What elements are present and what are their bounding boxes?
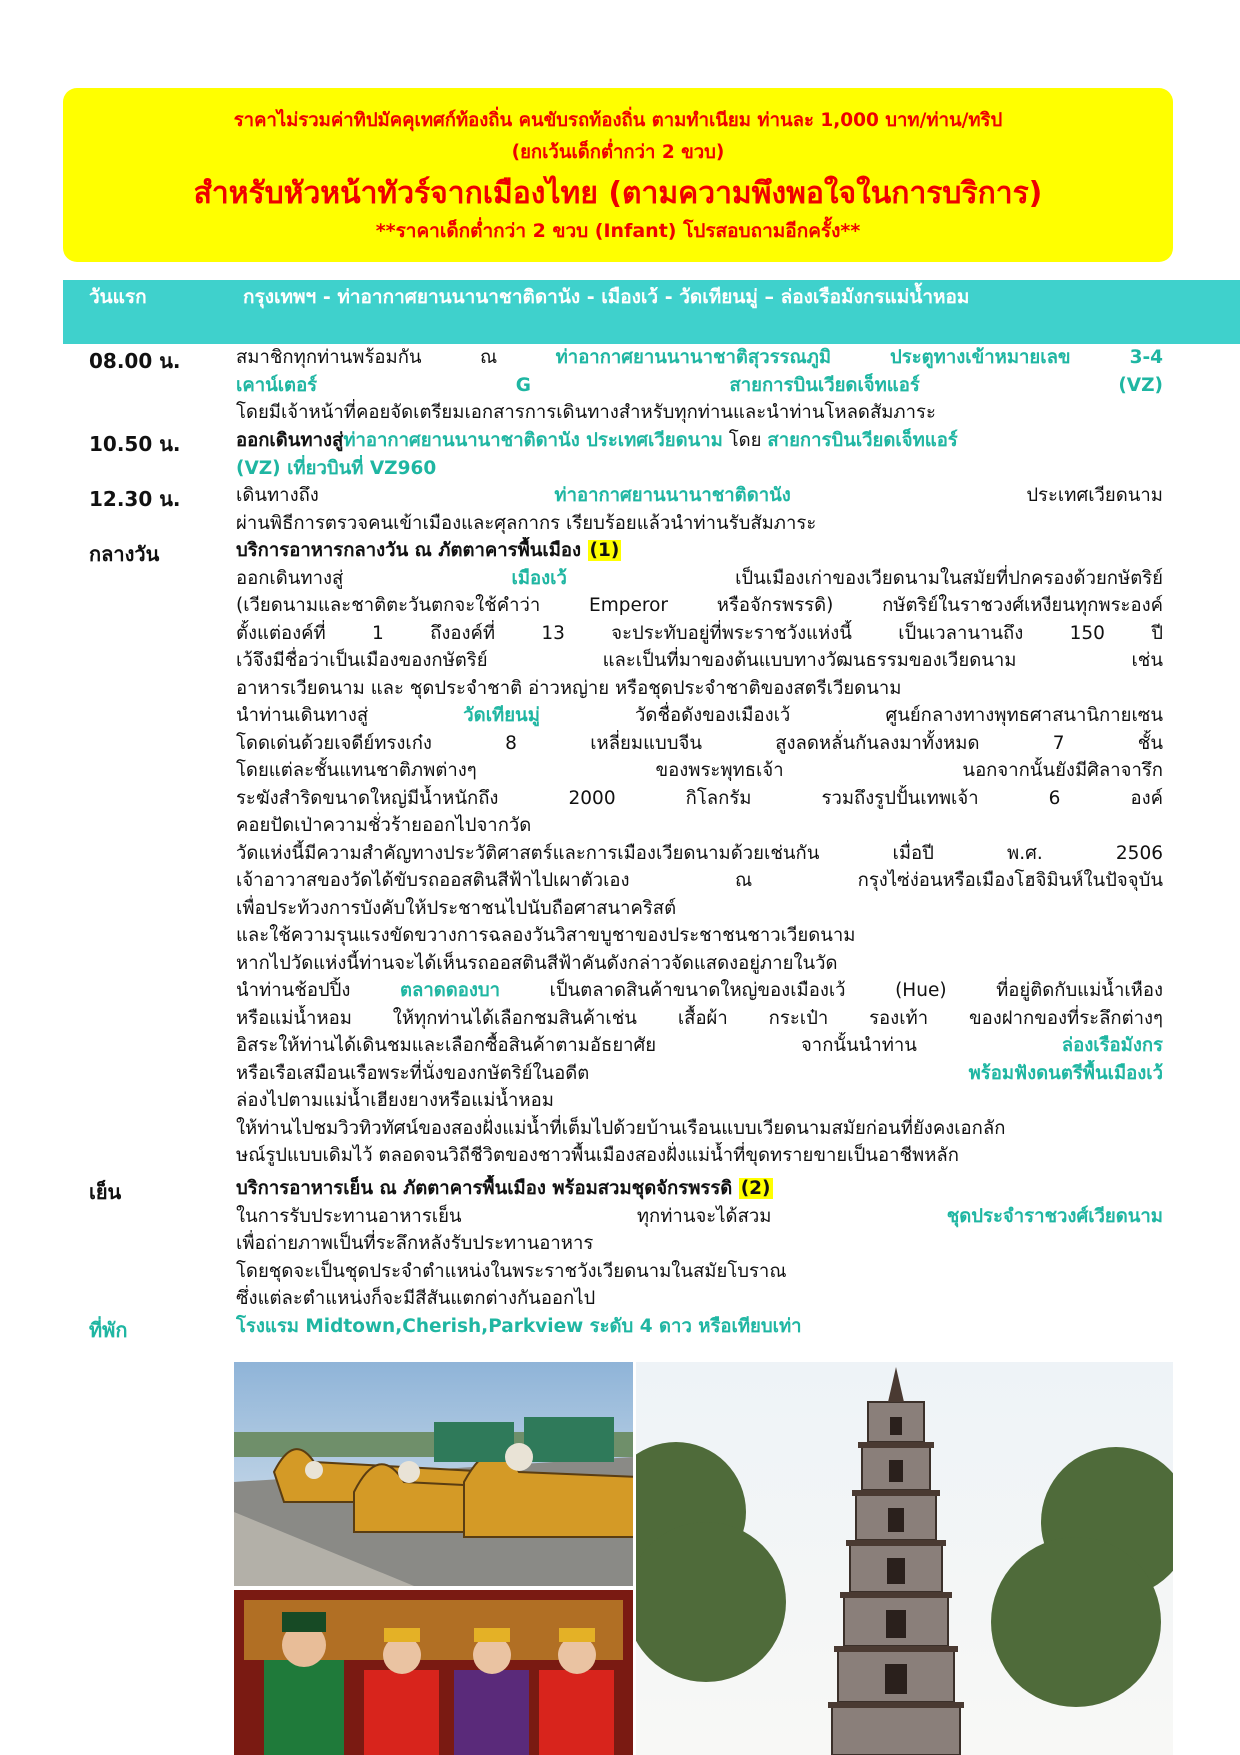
entry-text: โดดเด่นด้วยเจดีย์ทรงเก๋ง 8 เหลี่ยมแบบจีน สูงลดหลั่นกันลงมาทั้งหมด 7 ชั้น — [236, 732, 1163, 754]
entry-text: ประเทศเวียดนาม — [790, 485, 1163, 506]
notice-box — [63, 88, 1173, 262]
flight-number: (VZ) เที่ยวบินที่ VZ960 — [236, 457, 437, 479]
entry-text: ผ่านพิธีการตรวจคนเข้าเมืองและศุลกากร เรียบร้อยแล้วนำท่านรับสัมภาระ — [236, 512, 817, 534]
place-dong-ba-market: ตลาดดองบา — [399, 980, 501, 1001]
airport-danang: ท่าอากาศยานนานาชาติดานัง — [554, 485, 791, 506]
time-0800: 08.00 น. — [89, 349, 181, 373]
entry-text: วัดแห่งนี้มีความสำคัญทางประวัติศาสตร์และการเมืองเวียดนามด้วยเช่นกัน เมื่อปี พ.ศ. 2506 — [236, 842, 1163, 864]
entry-text: ออกเดินทางสู่ — [236, 567, 512, 589]
entry-text: ตั้งแต่องค์ที่ 1 ถึงองค์ที่ 13 จะประทับอยู่ที่พระราชวังแห่งนี้ เป็นเวลานานถึง 150 ปี — [236, 622, 1163, 644]
airport-danang: ท่าอากาศยานนานาชาติดานัง ประเทศเวียดนาม — [343, 430, 723, 451]
entry-text: (เวียดนามและชาติตะวันตกจะใช้คำว่า Emperor หรือจักรพรรดิ) กษัตริย์ในราชวงศ์เหงียนทุกพระองค์ — [236, 595, 1163, 616]
stay-label: ที่พัก — [89, 1318, 128, 1342]
meal-line: บริการอาหารกลางวัน ณ ภัตตาคารพื้นเมือง — [236, 540, 588, 561]
entry-text: คอยปัดเป่าความชั่วร้ายออกไปจากวัด — [236, 815, 532, 836]
entry-text: ซึ่งแต่ละตำแหน่งก็จะมีสีสันแตกต่างกันออกไป — [236, 1288, 596, 1309]
entry-text: ษณ์รูปแบบเดิมไว้ ตลอดจนวิถีชีวิตของชาวพื้นเมืองสองฝั่งแม่น้ำที่ขุดทรายขายเป็นอาชีพหลัก — [236, 1145, 959, 1166]
entry-1050 — [236, 427, 1163, 482]
entry-text: นำท่านช้อปปิ้ง — [236, 980, 400, 1001]
entry-text: เจ้าอาวาสของวัดได้ขับรถออสตินสีฟ้าไปเผาตัวเอง ณ กรุงไซ่ง่อนหรือเมืองโฮจิมินห์ในปัจจุบัน — [236, 870, 1163, 891]
entry-text: ล่องไปตามแม่น้ำเฮียงยางหรือแม่น้ำหอม — [236, 1090, 554, 1111]
counter-info: เคาน์เตอร์ G สายการบินเวียดเจ็ทแอร์ (VZ) — [236, 374, 1163, 396]
entry-text: นำท่านเดินทางสู่ — [236, 705, 464, 726]
entry-text: เป็นเมืองเก่าของเวียดนามในสมัยที่ปกครองด้วยกษัตริย์ — [566, 567, 1163, 589]
entry-text: อาหารเวียดนาม และ ชุดประจำชาติ อ่าวหญ่าย หรือชุดประจำชาติของสตรีเวียดนาม — [236, 677, 902, 699]
notice-tip-exception: (ยกเว้นเด็กต่ำกว่า 2 ขวบ) — [511, 142, 725, 163]
entry-text: ออกเดินทางสู่ — [236, 430, 344, 451]
entry-text: หรือเรือเสมือนเรือพระที่นั่งของกษัตริย์ในอดีต — [236, 1062, 969, 1084]
meal-number-badge: (1) — [589, 540, 620, 561]
photo-royal-costumes — [234, 1590, 633, 1755]
time-1050: 10.50 น. — [89, 432, 181, 456]
entry-text: โดยชุดจะเป็นชุดประจำตำแหน่งในพระราชวังเวียดนามในสมัยโบราณ — [236, 1260, 787, 1282]
place-hue: เมืองเว้ — [511, 567, 567, 589]
folk-music: พร้อมฟังดนตรีพื้นเมืองเว้ — [968, 1062, 1163, 1084]
entry-text: เดินทางถึง — [236, 485, 555, 506]
entry-text: อิสระให้ท่านได้เดินชมและเลือกซื้อสินค้าตามอัธยาศัย จากนั้นนำท่าน — [236, 1035, 1062, 1056]
entry-1230 — [236, 482, 1163, 537]
entry-text: โดยแต่ละชั้นแทนชาติภพต่างๆ ของพระพุทธเจ้า นอกจากนั้นยังมีศิลาจารึก — [236, 760, 1163, 781]
meal-number-badge: (2) — [740, 1178, 771, 1199]
notice-infant-line: **ราคาเด็กต่ำกว่า 2 ขวบ (Infant) โปรสอบถามอีกครั้ง** — [375, 220, 861, 242]
entry-text: โดย — [722, 430, 768, 451]
entry-text: และใช้ความรุนแรงขัดขวางการฉลองวันวิสาขบูชาของประชาชนชาวเวียดนาม — [236, 925, 856, 946]
entry-text: เพื่อถ่ายภาพเป็นที่ระลึกหลังรับประทานอาหาร — [236, 1233, 594, 1254]
notice-tour-leader-line: สำหรับหัวหน้าทัวร์จากเมืองไทย (ตามความพึงพอใจในการบริการ) — [193, 176, 1043, 211]
place-thien-mu: วัดเทียนมู่ — [463, 705, 540, 726]
day-header-band — [63, 280, 1240, 344]
photo-dragon-boats — [234, 1362, 633, 1586]
entry-text: เป็นตลาดสินค้าขนาดใหญ่ของเมืองเว้ (Hue) ที่อยู่ติดกับแม่น้ำเหือง — [500, 980, 1163, 1001]
time-lunch: กลางวัน — [89, 542, 160, 566]
entry-text: สมาชิกทุกท่านพร้อมกัน ณ — [236, 347, 556, 368]
entry-text: โดยมีเจ้าหน้าที่คอยจัดเตรียมเอกสารการเดินทางสำหรับทุกท่านและนำท่านโหลดสัมภาระ — [236, 402, 936, 423]
entry-text: ในการรับประทานอาหารเย็น ทุกท่านจะได้สวม — [236, 1205, 947, 1227]
hotel-name: โรงแรม Midtown,Cherish,Parkview ระดับ 4 ดาว หรือเทียบเท่า — [236, 1316, 802, 1337]
entry-0800 — [236, 344, 1163, 427]
entry-stay — [236, 1313, 1163, 1341]
entry-text: เว้จึงมีชื่อว่าเป็นเมืองของกษัตริย์ และเป็นที่มาของต้นแบบทางวัฒนธรรมของเวียดนาม เช่น — [236, 650, 1163, 671]
photo-thien-mu-pagoda — [636, 1362, 1173, 1755]
time-1230: 12.30 น. — [89, 487, 181, 511]
entry-text: หากไปวัดแห่งนี้ท่านจะได้เห็นรถออสตินสีฟ้าคันดังกล่าวจัดแสดงอยู่ภายในวัด — [236, 952, 838, 974]
entry-lunch — [236, 537, 1163, 1170]
entry-text: ให้ท่านไปชมวิวทิวทัศน์ของสองฝั่งแม่น้ำที่เต็มไปด้วยบ้านเรือนแบบเวียดนามสมัยก่อนที่ยังคงเอกลัก — [236, 1117, 1006, 1139]
dragon-boat-cruise: ล่องเรือมังกร — [1061, 1035, 1163, 1056]
airport-suvarnabhumi: ท่าอากาศยานนานาชาติสุวรรณภูมิ ประตูทางเข้าหมายเลข 3-4 — [555, 347, 1163, 368]
time-dinner: เย็น — [89, 1180, 122, 1204]
entry-text: วัดชื่อดังของเมืองเว้ ศูนย์กลางทางพุทธศาสนานิกายเซน — [539, 705, 1163, 726]
day-label: วันแรก — [89, 286, 147, 308]
royal-costume: ชุดประจำราชวงศ์เวียดนาม — [946, 1205, 1163, 1227]
day-route: กรุงเทพฯ - ท่าอากาศยานนานาชาติดานัง - เมืองเว้ - วัดเทียนมู่ – ล่องเรือมังกรแม่น้ำหอม — [243, 286, 970, 308]
entry-text: เพื่อประท้วงการบังคับให้ประชาชนไปนับถือศาสนาคริสต์ — [236, 897, 677, 919]
notice-tip-line: ราคาไม่รวมค่าทิปมัคคุเทศก์ท้องถิ่น คนขับรถท้องถิ่น ตามทำเนียม ท่านละ 1,000 บาท/ท่าน/ทริป — [233, 110, 1003, 131]
meal-line: บริการอาหารเย็น ณ ภัตตาคารพื้นเมือง พร้อมสวมชุดจักรพรรดิ — [236, 1178, 739, 1199]
airline-name: สายการบินเวียดเจ็ทแอร์ — [767, 430, 958, 451]
entry-text: ระฆังสำริดขนาดใหญ่มีน้ำหนักถึง 2000 กิโลกรัม รวมถึงรูปปั้นเทพเจ้า 6 องค์ — [236, 787, 1163, 809]
entry-text: หรือแม่น้ำหอม ให้ทุกท่านได้เลือกชมสินค้าเช่น เสื้อผ้า กระเป๋า รองเท้า ของฝากของที่ระลึกต่างๆ — [236, 1007, 1163, 1029]
entry-dinner — [236, 1175, 1163, 1313]
